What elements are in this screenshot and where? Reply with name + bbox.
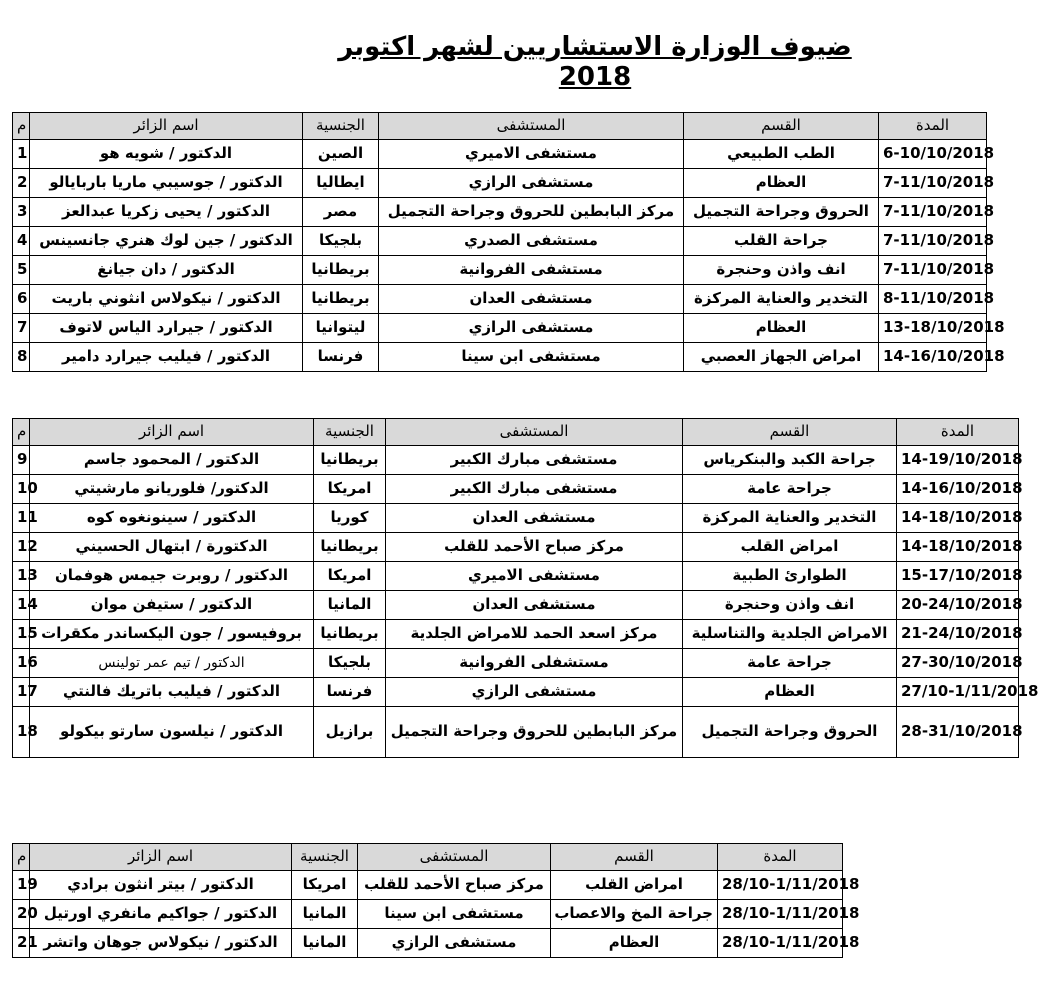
table-row: [13, 678, 1019, 707]
department: الطوارئ الطبية: [683, 562, 897, 591]
header-number: م: [13, 419, 30, 446]
header-nationality: الجنسية: [303, 113, 379, 140]
period: 6-10/10/2018: [879, 140, 987, 169]
visitor-name: الدكتور / تيم عمر تولينس: [30, 649, 314, 678]
visitor-name: الدكتور / فيليب باتريك فالنتي: [30, 678, 314, 707]
department: امراض القلب: [551, 871, 718, 900]
department: جراحة القلب: [684, 227, 879, 256]
hospital: مركز البابطين للحروق وجراحة التجميل: [386, 707, 683, 758]
row-number: 1: [13, 140, 30, 169]
visitor-name: الدكتور / سينونغوه كوه: [30, 504, 314, 533]
table-row: [13, 140, 987, 169]
hospital: مستشفى الاميري: [386, 562, 683, 591]
visitor-name: الدكتور / ستيفن موان: [30, 591, 314, 620]
department: الحروق وجراحة التجميل: [683, 707, 897, 758]
nationality: بريطانيا: [314, 620, 386, 649]
table-row: [13, 707, 1019, 758]
nationality: برازيل: [314, 707, 386, 758]
period: 28/10-1/11/2018: [718, 871, 843, 900]
visitor-name: الدكتور / نيلسون سارتو بيكولو: [30, 707, 314, 758]
header-visitor-name: اسم الزائر: [30, 113, 303, 140]
nationality: بريطانيا: [303, 285, 379, 314]
period: 15-17/10/2018: [897, 562, 1019, 591]
period: 14-16/10/2018: [897, 475, 1019, 504]
nationality: كوريا: [314, 504, 386, 533]
row-number: 17: [13, 678, 30, 707]
visitor-name: الدكتور/ فلوريانو مارشيتي: [30, 475, 314, 504]
hospital: مستشفى الصدري: [379, 227, 684, 256]
row-number: 2: [13, 169, 30, 198]
hospital: مستشفى العدان: [386, 504, 683, 533]
header-number: م: [13, 844, 30, 871]
period: 7-11/10/2018: [879, 169, 987, 198]
nationality: بريطانيا: [314, 533, 386, 562]
department: العظام: [684, 169, 879, 198]
hospital: مستشفى الرازي: [379, 314, 684, 343]
period: 14-16/10/2018: [879, 343, 987, 372]
schedule-table-2: [12, 418, 1038, 758]
hospital: مركز البابطين للحروق وجراحة التجميل: [379, 198, 684, 227]
nationality: ليتوانيا: [303, 314, 379, 343]
row-number: 5: [13, 256, 30, 285]
department: العظام: [683, 678, 897, 707]
hospital: مركز صباح الأحمد للقلب: [358, 871, 551, 900]
table-header-row: [13, 113, 987, 140]
nationality: امريكا: [292, 871, 358, 900]
table-row: [13, 314, 987, 343]
department: التخدير والعناية المركزة: [683, 504, 897, 533]
period: 8-11/10/2018: [879, 285, 987, 314]
table-row: [13, 475, 1019, 504]
schedule-table-3: [12, 843, 860, 958]
department: التخدير والعناية المركزة: [684, 285, 879, 314]
table-header-row: [13, 844, 843, 871]
row-number: 6: [13, 285, 30, 314]
visitor-name: الدكتور / شويه هو: [30, 140, 303, 169]
visitor-name: الدكتور / جيرارد الياس لاتوف: [30, 314, 303, 343]
table-row: [13, 504, 1019, 533]
page-title: ضيوف الوزارة الاستشاريين لشهر اكتوبر 2018: [338, 32, 852, 92]
header-hospital: المستشفى: [358, 844, 551, 871]
period: 27/10-1/11/2018: [897, 678, 1019, 707]
header-visitor-name: اسم الزائر: [30, 844, 292, 871]
department: امراض القلب: [683, 533, 897, 562]
header-hospital: المستشفى: [379, 113, 684, 140]
row-number: 9: [13, 446, 30, 475]
table-row: [13, 929, 843, 958]
visitor-name: بروفيسور / جون اليكساندر مكقرات: [30, 620, 314, 649]
table-row: [13, 900, 843, 929]
row-number: 16: [13, 649, 30, 678]
row-number: 15: [13, 620, 30, 649]
table-row: [13, 533, 1019, 562]
header-period: المدة: [718, 844, 843, 871]
hospital: مستشفى مبارك الكبير: [386, 446, 683, 475]
period: 28/10-1/11/2018: [718, 900, 843, 929]
department: جراحة عامة: [683, 475, 897, 504]
department: الحروق وجراحة التجميل: [684, 198, 879, 227]
hospital: مستشفى الرازي: [379, 169, 684, 198]
hospital: مستشفى العدان: [379, 285, 684, 314]
hospital: مركز اسعد الحمد للامراض الجلدية: [386, 620, 683, 649]
nationality: مصر: [303, 198, 379, 227]
nationality: فرنسا: [303, 343, 379, 372]
department: العظام: [551, 929, 718, 958]
header-hospital: المستشفى: [386, 419, 683, 446]
table-row: [13, 446, 1019, 475]
row-number: 14: [13, 591, 30, 620]
department: جراحة الكبد والبنكرياس: [683, 446, 897, 475]
table-row: [13, 198, 987, 227]
nationality: المانيا: [292, 900, 358, 929]
table-row: [13, 871, 843, 900]
nationality: بريطانيا: [303, 256, 379, 285]
department: الطب الطبيعي: [684, 140, 879, 169]
hospital: مستشفى الرازي: [386, 678, 683, 707]
visitor-name: الدكتور / جوسيبي ماريا باربايالو: [30, 169, 303, 198]
department: انف واذن وحنجرة: [684, 256, 879, 285]
row-number: 20: [13, 900, 30, 929]
row-number: 18: [13, 707, 30, 758]
department: جراحة المخ والاعصاب: [551, 900, 718, 929]
table-row: [13, 562, 1019, 591]
department: العظام: [684, 314, 879, 343]
table-row: [13, 649, 1019, 678]
header-department: القسم: [684, 113, 879, 140]
row-number: 10: [13, 475, 30, 504]
period: 28-31/10/2018: [897, 707, 1019, 758]
nationality: ايطاليا: [303, 169, 379, 198]
table-row: [13, 285, 987, 314]
nationality: الصين: [303, 140, 379, 169]
department: انف واذن وحنجرة: [683, 591, 897, 620]
visitor-name: الدكتور / فيليب جيرارد دامير: [30, 343, 303, 372]
period: 7-11/10/2018: [879, 256, 987, 285]
row-number: 7: [13, 314, 30, 343]
header-department: القسم: [551, 844, 718, 871]
period: 13-18/10/2018: [879, 314, 987, 343]
table-row: [13, 227, 987, 256]
header-number: م: [13, 113, 30, 140]
hospital: مستشفى ابن سينا: [379, 343, 684, 372]
visitor-name: الدكتور / جواكيم مانفري اورتيل: [30, 900, 292, 929]
header-visitor-name: اسم الزائر: [30, 419, 314, 446]
header-period: المدة: [897, 419, 1019, 446]
hospital: مستشفى العدان: [386, 591, 683, 620]
visitor-name: الدكتور / نيكولاس انثوني باريت: [30, 285, 303, 314]
visitor-name: الدكتور / يحيى زكريا عبدالعز: [30, 198, 303, 227]
period: 14-18/10/2018: [897, 533, 1019, 562]
table-row: [13, 343, 987, 372]
visitor-name: الدكتور / جين لوك هنري جانسينس: [30, 227, 303, 256]
nationality: بلجيكا: [314, 649, 386, 678]
header-nationality: الجنسية: [292, 844, 358, 871]
period: 20-24/10/2018: [897, 591, 1019, 620]
hospital: مستشفلى الفروانية: [386, 649, 683, 678]
department: امراض الجهاز العصبي: [684, 343, 879, 372]
nationality: فرنسا: [314, 678, 386, 707]
hospital: مستشفى ابن سينا: [358, 900, 551, 929]
row-number: 21: [13, 929, 30, 958]
table-row: [13, 169, 987, 198]
visitor-name: الدكتور / روبرت جيمس هوفمان: [30, 562, 314, 591]
nationality: المانيا: [292, 929, 358, 958]
row-number: 4: [13, 227, 30, 256]
hospital: مستشفى الاميري: [379, 140, 684, 169]
period: 14-18/10/2018: [897, 504, 1019, 533]
row-number: 12: [13, 533, 30, 562]
row-number: 11: [13, 504, 30, 533]
period: 28/10-1/11/2018: [718, 929, 843, 958]
nationality: امريكا: [314, 475, 386, 504]
period: 27-30/10/2018: [897, 649, 1019, 678]
row-number: 19: [13, 871, 30, 900]
department: جراحة عامة: [683, 649, 897, 678]
hospital: مستشفى الرازي: [358, 929, 551, 958]
header-nationality: الجنسية: [314, 419, 386, 446]
row-number: 8: [13, 343, 30, 372]
period: 7-11/10/2018: [879, 227, 987, 256]
table-row: [13, 620, 1019, 649]
visitor-name: الدكتور / نيكولاس جوهان واتشر: [30, 929, 292, 958]
schedule-table-1: [12, 112, 1005, 372]
nationality: المانيا: [314, 591, 386, 620]
nationality: امريكا: [314, 562, 386, 591]
hospital: مستشفى مبارك الكبير: [386, 475, 683, 504]
period: 14-19/10/2018: [897, 446, 1019, 475]
period: 7-11/10/2018: [879, 198, 987, 227]
department: الامراض الجلدية والتناسلية: [683, 620, 897, 649]
header-department: القسم: [683, 419, 897, 446]
nationality: بريطانيا: [314, 446, 386, 475]
visitor-name: الدكتور / دان جيانغ: [30, 256, 303, 285]
hospital: مركز صباح الأحمد للقلب: [386, 533, 683, 562]
visitor-name: الدكتور / المحمود جاسم: [30, 446, 314, 475]
header-period: المدة: [879, 113, 987, 140]
table-row: [13, 591, 1019, 620]
row-number: 3: [13, 198, 30, 227]
row-number: 13: [13, 562, 30, 591]
hospital: مستشفى الفروانية: [379, 256, 684, 285]
visitor-name: الدكتور / بيتر انثون برادي: [30, 871, 292, 900]
visitor-name: الدكتورة / ابتهال الحسيني: [30, 533, 314, 562]
table-row: [13, 256, 987, 285]
period: 21-24/10/2018: [897, 620, 1019, 649]
table-header-row: [13, 419, 1019, 446]
nationality: بلجيكا: [303, 227, 379, 256]
